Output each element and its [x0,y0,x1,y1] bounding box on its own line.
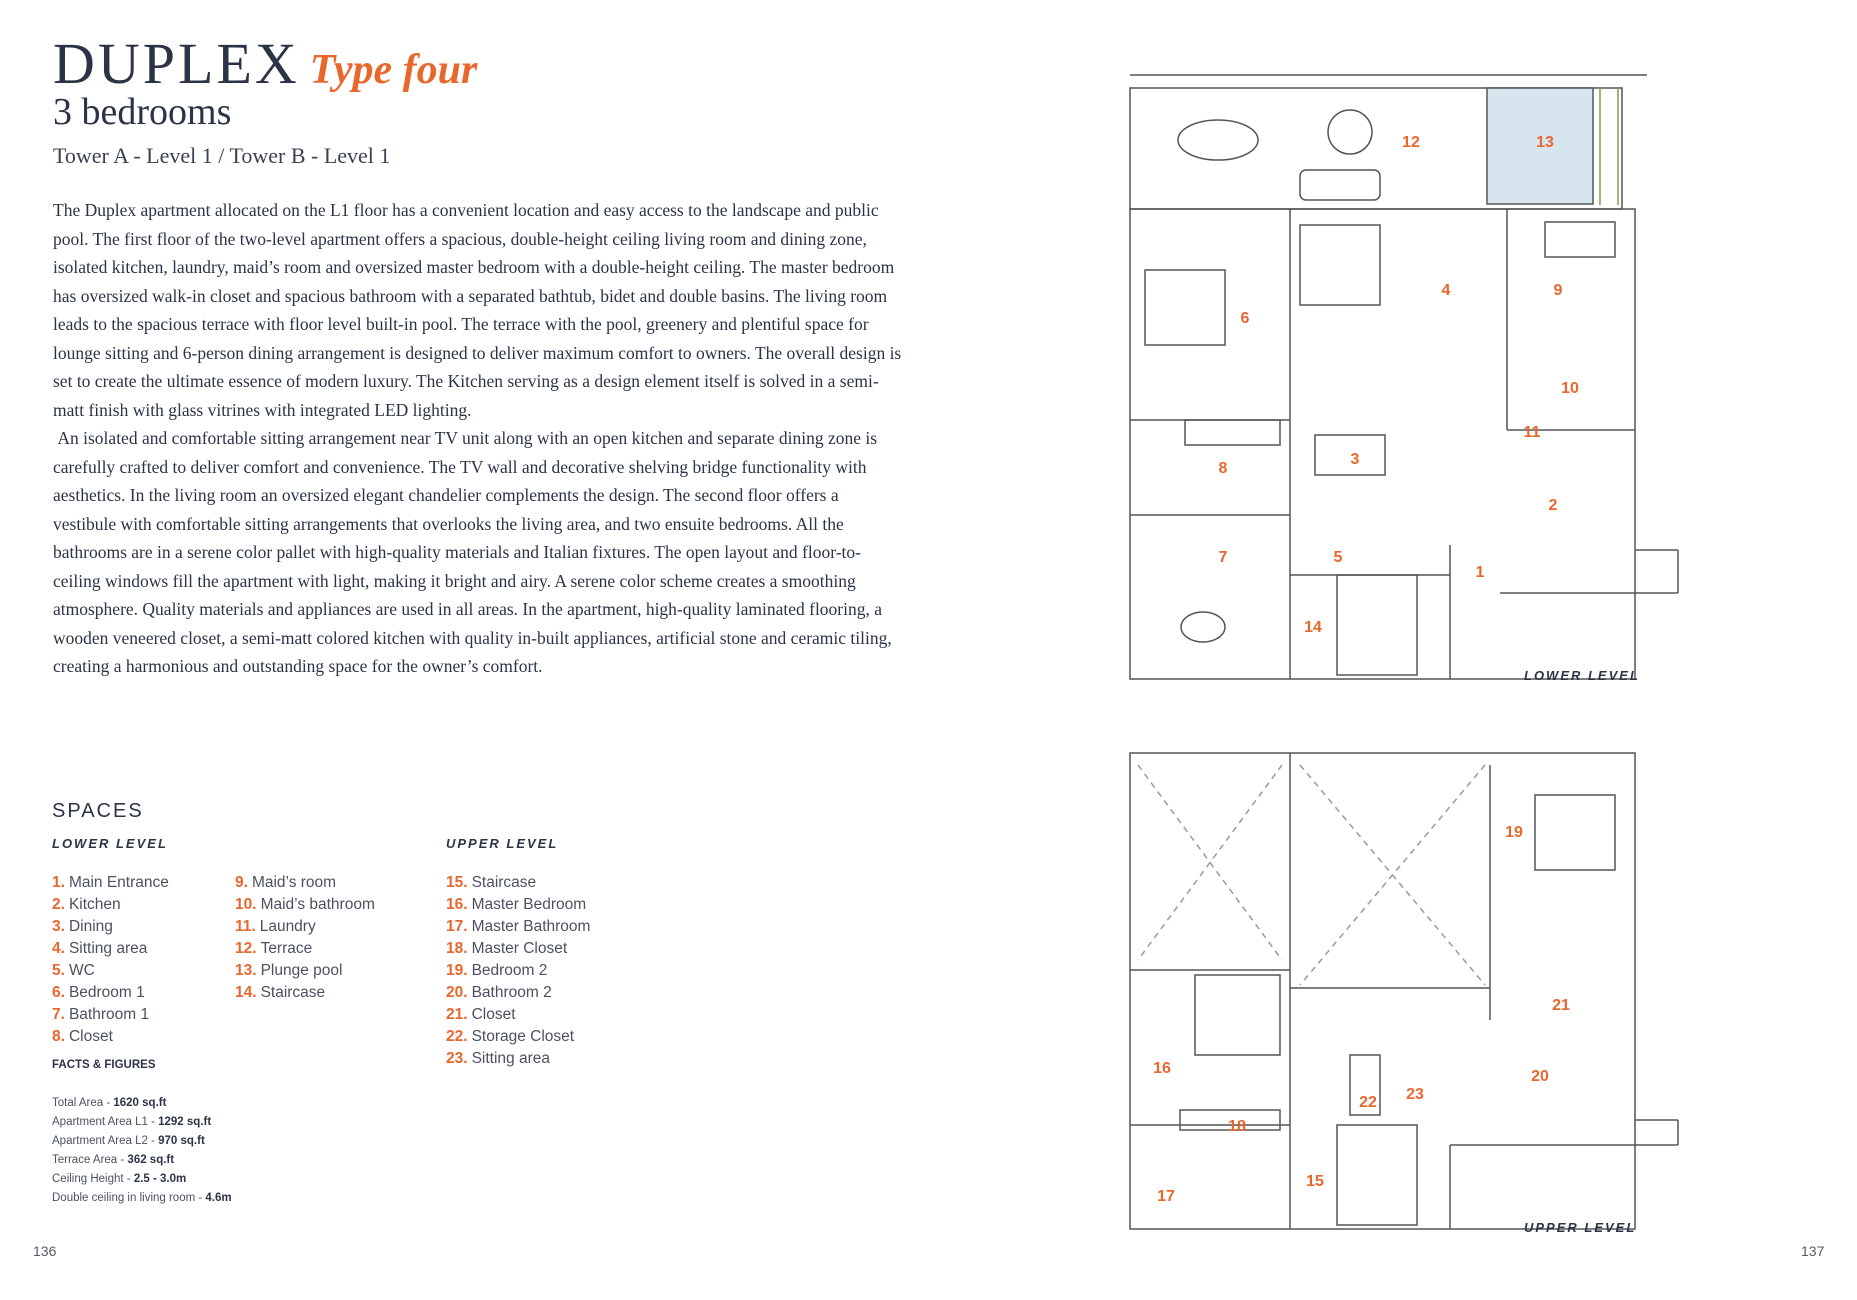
bathtub-icon [1181,612,1225,642]
bed-icon [1545,222,1615,257]
subtitle: 3 bedrooms [53,91,232,133]
bed-icon [1195,975,1280,1055]
location-line: Tower A - Level 1 / Tower B - Level 1 [53,143,391,168]
list-item: 16. Master Bedroom [446,896,587,913]
list-item: 11. Laundry [235,918,316,935]
plan-label: 5 [1333,549,1343,566]
list-item: 5. WC [52,962,95,979]
list-item: 19. Bedroom 2 [446,962,548,979]
staircase-icon [1337,575,1417,675]
list-item: 18. Master Closet [446,940,568,957]
page-number-right: 137 [1801,1243,1825,1259]
fact-item: Apartment Area L2 - 970 sq.ft [52,1135,205,1147]
staircase-icon [1337,1125,1417,1225]
page-number-left: 136 [33,1243,57,1259]
title-main: DUPLEX [53,31,300,96]
bed-icon [1145,270,1225,345]
list-item: 10. Maid’s bathroom [235,896,375,913]
list-item: 12. Terrace [235,940,313,957]
fact-item: Ceiling Height - 2.5 - 3.0m [52,1173,187,1185]
list-item: 13. Plunge pool [235,962,343,979]
plan-label: 19 [1505,824,1523,841]
plan-label: 1 [1475,564,1485,581]
fact-item: Apartment Area L1 - 1292 sq.ft [52,1116,212,1128]
plan-label: 11 [1523,424,1541,441]
plan-label: 2 [1548,497,1558,514]
plan-label: 18 [1228,1118,1246,1135]
closet-icon [1185,420,1280,445]
lower-level-caption: LOWER LEVEL [1524,668,1640,683]
spaces-heading: SPACES [52,800,144,822]
facts-heading: FACTS & FIGURES [52,1059,156,1071]
fact-item: Double ceiling in living room - 4.6m [52,1192,232,1204]
plan-label: 17 [1157,1188,1175,1205]
plan-label: 10 [1561,380,1579,397]
list-item: 4. Sitting area [52,940,148,957]
plan-label: 20 [1531,1068,1549,1085]
plan-label: 21 [1552,997,1570,1014]
plan-labels [1153,134,1579,1205]
list-item: 22. Storage Closet [446,1028,575,1045]
plan-label: 23 [1406,1086,1424,1103]
list-item: 17. Master Bathroom [446,918,591,935]
plan-label: 7 [1218,549,1228,566]
list-item: 3. Dining [52,918,113,935]
plan-label: 15 [1306,1173,1324,1190]
lower-level-plan [1130,75,1678,679]
description-paragraph-2: An isolated and comfortable sitting arrangement near TV unit along with an open kitchen and separate dining zone is carefully crafted to deliver comfort and convenience. The TV wall and decorative shelving bridge functionality with aesthetics. In the living room an oversized elegant chandelier complements the design. The second floor offers a vestibule with comfortable sitting arrangements that overlooks the living area, and two ensuite bedrooms. All the bathrooms are in a serene color pallet with high-quality materials and Italian fixtures. The open layout and floor-to-ceiling windows fill the apartment with light, making it bright and airy. A serene color scheme creates a smoothing atmosphere. Quality materials and appliances are used in all areas. In the apartment, high-quality laminated flooring, a wooden veneered closet, a semi-matt colored kitchen with quality in-built appliances, artificial stone and ceramic tiling, creating a harmonious and outstanding space for the owner’s comfort. [53,428,897,676]
plan-label: 4 [1441,282,1451,299]
list-item: 1. Main Entrance [52,874,169,891]
plan-label: 8 [1218,460,1228,477]
upper-level-plan [1130,753,1678,1229]
list-item: 20. Bathroom 2 [446,984,552,1001]
plan-label: 9 [1553,282,1563,299]
list-item: 7. Bathroom 1 [52,1006,150,1023]
dining-table-icon [1178,120,1258,160]
plan-label: 3 [1350,451,1360,468]
plan-label: 12 [1402,134,1420,151]
lower-level-heading: LOWER LEVEL [52,836,168,851]
list-item: 8. Closet [52,1028,113,1045]
fact-item: Terrace Area - 362 sq.ft [52,1154,175,1166]
description-paragraph-1: The Duplex apartment allocated on the L1 floor has a convenient location and easy access to the landscape and public pool. The first floor of the two-level apartment offers a spacious, double-height ceiling living room and dining zone, isolated kitchen, laundry, maid’s room and oversized master bedroom with a double-height ceiling. The master bedroom has oversized walk-in closet and spacious bathroom with a separated bathtub, bidet and double basins. The living room leads to the spacious terrace with floor level built-in pool. The terrace with the pool, greenery and plentiful space for lounge sitting and 6-person dining arrangement is designed to deliver maximum comfort to owners. The overall design is set to create the ultimate essence of modern luxury. The Kitchen serving as a design element itself is solved in a semi-matt finish with glass vitrines with integrated LED lighting. [53,200,902,420]
list-item: 14. Staircase [235,984,326,1001]
list-item: 21. Closet [446,1006,516,1023]
title-type: Type four [309,47,478,93]
plan-label: 16 [1153,1060,1171,1077]
plan-label: 6 [1240,310,1250,327]
sofa-icon [1300,170,1380,200]
list-item: 15. Staircase [446,874,537,891]
plan-label: 14 [1304,619,1322,636]
list-item: 23. Sitting area [446,1050,550,1067]
sofa-group-icon [1300,225,1380,305]
list-item: 2. Kitchen [52,896,121,913]
list-item: 6. Bedroom 1 [52,984,145,1001]
fact-item: Total Area - 1620 sq.ft [52,1097,167,1109]
plan-label: 22 [1359,1094,1377,1111]
round-table-icon [1328,110,1372,154]
list-item: 9. Maid’s room [235,874,337,891]
plan-label: 13 [1536,134,1554,151]
upper-level-heading: UPPER LEVEL [446,836,559,851]
upper-level-caption: UPPER LEVEL [1524,1220,1637,1235]
bed-icon [1535,795,1615,870]
